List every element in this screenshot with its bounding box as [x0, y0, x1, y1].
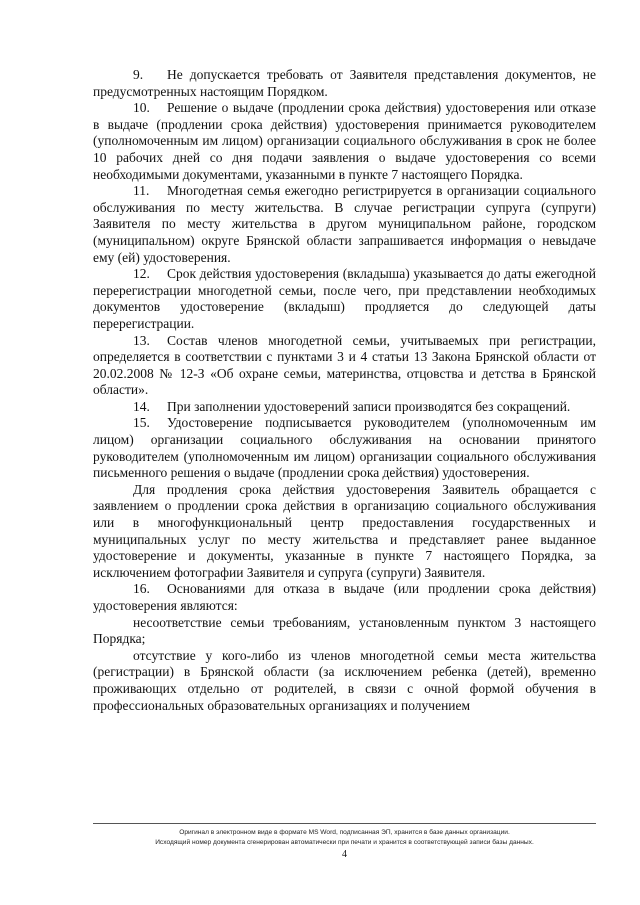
paragraph-text: Решение о выдаче (продлении срока действия) удостоверения или отказе в выдаче (продлении срока действия) удостоверения принимается руководителем (уполномоченным им лицом) организации социального обслуживания в срок не более 10 рабочих дней со дня подачи заявления о выдаче удостоверения со всеми необходимыми документами, указанными в пункте 7 настоящего Порядка.: [93, 100, 596, 182]
paragraph-15-extension: [93, 482, 596, 582]
paragraph-text: Не допускается требовать от Заявителя представления документов, не предусмотренных настоящим Порядком.: [93, 67, 596, 99]
paragraph-16-ground-2: [93, 648, 596, 714]
footer-line-2: Исходящий номер документа сгенерирован автоматически при печати и хранится в соответствующей записи базы данных.: [155, 839, 534, 846]
footer-note: [93, 828, 596, 848]
item-number: 11.: [133, 183, 150, 199]
paragraph-11: [93, 183, 596, 266]
paragraph-text: Состав членов многодетной семьи, учитываемых при регистрации, определяется в соответствии с пунктами 3 и 4 статьи 13 Закона Брянской области от 20.02.2008 № 12-З «Об охране семьи, материнства, отцовства и детства в Брянской области».: [93, 332, 596, 398]
paragraph-12: [93, 266, 596, 332]
paragraph-16-ground-1: [93, 615, 596, 648]
paragraph-14: [93, 399, 596, 416]
item-number: 15.: [133, 415, 150, 431]
footer-divider: [93, 823, 596, 824]
paragraph-16: [93, 581, 596, 614]
footer-line-1: Оригинал в электронном виде в формате MS Word, подписанная ЭП, хранится в базе данных организации.: [179, 829, 510, 836]
paragraph-text: Удостоверение подписывается руководителем (уполномоченным им лицом) организации социального обслуживания на основании принятого руководителем (уполномоченным им лицом) организации социального обслуживания письменного решения о выдаче (продлении срока действия) удостоверения.: [93, 415, 596, 481]
item-number: 14.: [133, 398, 150, 414]
item-number: 10.: [133, 100, 150, 116]
item-number: 13.: [133, 332, 150, 348]
paragraph-text: несоответствие семьи требованиям, установленным пунктом 3 настоящего Порядка;: [93, 614, 596, 647]
paragraph-text: При заполнении удостоверений записи производятся без сокращений.: [167, 398, 571, 414]
paragraph-text: Основаниями для отказа в выдаче (или продлении срока действия) удостоверения являются:: [93, 581, 596, 613]
paragraph-text: Для продления срока действия удостоверения Заявитель обращается с заявлением о продлении срока действия в организацию социального обслуживания или в многофункциональный центр предоставления государственных и муниципальных услуг по месту жительства и представляет ранее выданное удостоверение и документы, указанные в пункте 7 настоящего Порядка, за исключением фотографии Заявителя и супруга (супруги) Заявителя.: [93, 481, 596, 580]
paragraph-9: [93, 67, 596, 100]
item-number: 16.: [133, 581, 150, 597]
document-body: [93, 67, 596, 714]
paragraph-text: Многодетная семья ежегодно регистрируется в организации социального обслуживания по месту жительства. В случае регистрации супруга (супруги) Заявителя по месту жительства в другом муниципальном районе, городском (муниципальном) округе Брянской области запрашивается информация о невыдаче ему (ей) удостоверения.: [93, 183, 596, 265]
item-number: 9.: [133, 67, 144, 82]
paragraph-13: [93, 333, 596, 399]
paragraph-15: [93, 415, 596, 481]
paragraph-10: [93, 100, 596, 183]
paragraph-text: отсутствие у кого-либо из членов многодетной семьи места жительства (регистрации) в Брянской области (за исключением ребенка (детей), временно проживающих отдельно от родителей, в связи с очной формой обучения в профессиональных образовательных организациях и получением: [93, 647, 596, 713]
item-number: 12.: [133, 266, 150, 282]
page-number: 4: [342, 849, 347, 860]
paragraph-text: Срок действия удостоверения (вкладыша) указывается до даты ежегодной перерегистрации многодетной семьи, после чего, при представлении необходимых документов удостоверение (вкладыш) продляется до следующей даты перерегистрации.: [93, 266, 596, 331]
